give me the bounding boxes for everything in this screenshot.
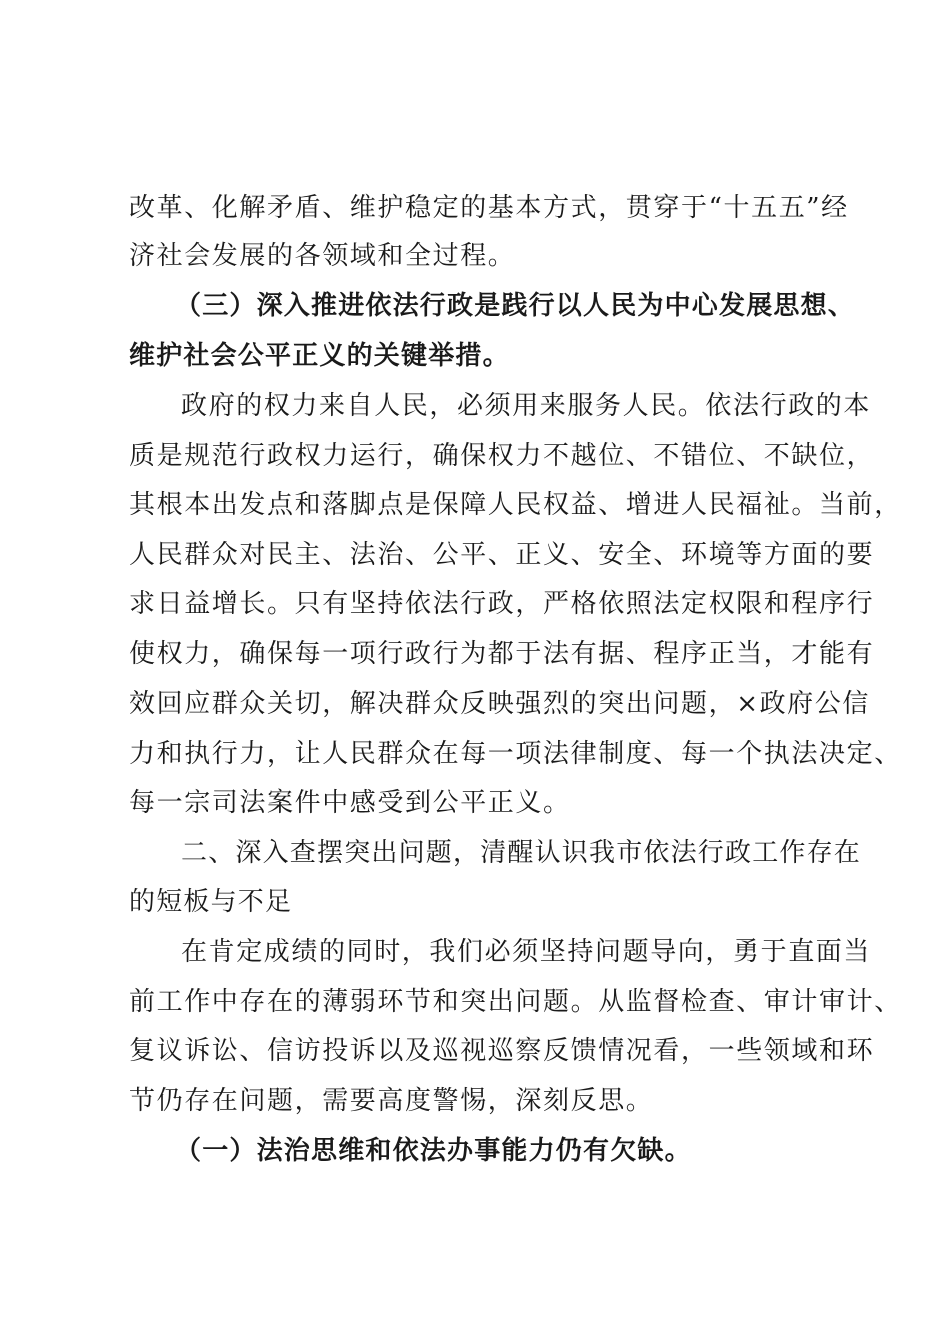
paragraph-line: 节仍存在问题，需要高度警惕，深刻反思。: [129, 1086, 654, 1116]
paragraph-line: 前工作中存在的薄弱环节和突出问题。从监督检查、审计审计、: [129, 987, 902, 1017]
paragraph-line: 复议诉讼、信访投诉以及巡视巡察反馈情况看，一些领域和环: [129, 1036, 875, 1066]
paragraph-line: 其根本出发点和落脚点是保障人民权益、增进人民福祉。当前，: [129, 490, 902, 520]
section-heading-2-continued: 的短板与不足: [129, 887, 293, 917]
paragraph-line: 力和执行力，让人民群众在每一项法律制度、每一个执法决定、: [129, 739, 902, 769]
paragraph-line: 质是规范行政权力运行，确保权力不越位、不错位、不缺位，: [129, 441, 875, 471]
paragraph-line: 改革、化解矛盾、维护稳定的基本方式，贯穿于“十五五”经: [129, 193, 849, 223]
section-heading-2: 二、深入查摆突出问题，清醒认识我市依法行政工作存在: [181, 838, 862, 868]
paragraph-line: 效回应群众关切，解决群众反映强烈的突出问题，×政府公信: [129, 689, 870, 719]
subheading-3: （三）深入推进依法行政是践行以人民为中心发展思想、: [175, 291, 856, 321]
paragraph-line: 政府的权力来自人民，必须用来服务人民。依法行政的本: [181, 391, 872, 421]
paragraph-line: 在肯定成绩的同时，我们必须坚持问题导向，勇于直面当: [181, 937, 872, 967]
subheading-1: （一）法治思维和依法办事能力仍有欠缺。: [175, 1136, 692, 1166]
paragraph-line: 求日益增长。只有坚持依法行政，严格依照法定权限和程序行: [129, 589, 875, 619]
paragraph-line: 使权力，确保每一项行政行为都于法有据、程序正当，才能有: [129, 639, 875, 669]
paragraph-line: 人民群众对民主、法治、公平、正义、安全、环境等方面的要: [129, 540, 875, 570]
paragraph-line: 济社会发展的各领域和全过程。: [129, 241, 516, 271]
subheading-3-continued: 维护社会公平正义的关键举措。: [129, 341, 510, 371]
paragraph-line: 每一宗司法案件中感受到公平正义。: [129, 788, 571, 818]
